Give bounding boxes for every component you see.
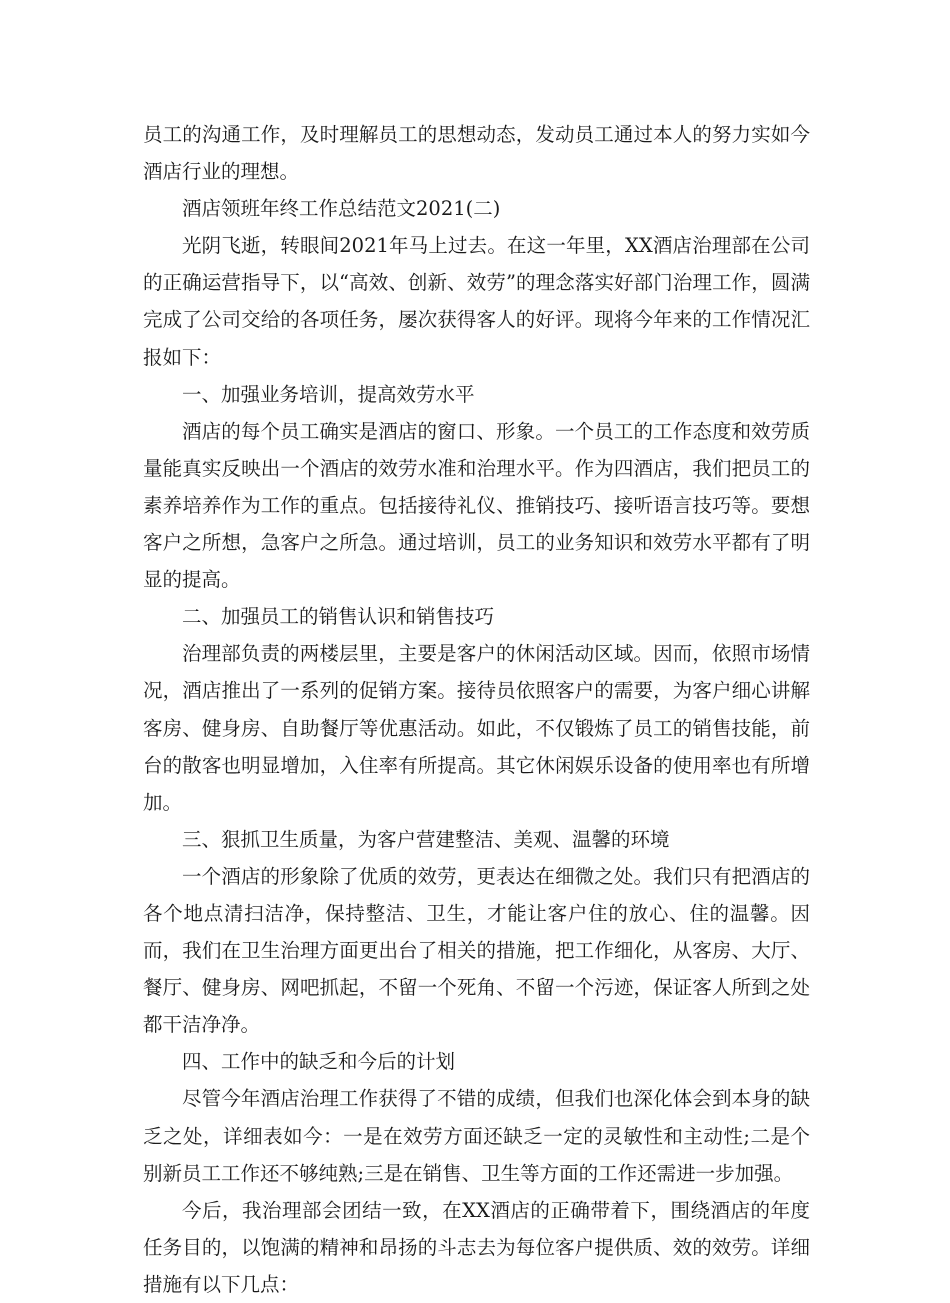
document-body [143, 116, 810, 1303]
paragraph-hygiene: 一个酒店的形象除了优质的效劳，更表达在细微之处。我们只有把酒店的各个地点清扫洁净，保持整洁、卫生，才能让客户住的放心、住的温馨。因而，我们在卫生治理方面更出台了相关的措施，把工作细化，从客房、大厅、餐厅、健身房、网吧抓起，不留一个死角、不留一个污迹，保证客人所到之处都干洁净净。 [143, 864, 810, 1037]
paragraph-continuation: 员工的沟通工作，及时理解员工的思想动态，发动员工通过本人的努力实如今酒店行业的理想。 [143, 123, 810, 184]
paragraph-shortcomings: 尽管今年酒店治理工作获得了不错的成绩，但我们也深化体会到本身的缺乏之处，详细表如今：一是在效劳方面还缺乏一定的灵敏性和主动性;二是个别新员工工作还不够纯熟;三是在销售、卫生等方面的工作还需进一步加强。 [143, 1087, 810, 1185]
paragraph-intro: 光阴飞逝，转眼间2021年马上过去。在这一年里，XX酒店治理部在公司的正确运营指导下，以“高效、创新、效劳”的理念落实好部门治理工作，圆满完成了公司交给的各项任务，屡次获得客人的好评。现将今年来的工作情况汇报如下： [143, 234, 810, 369]
heading-2: 二、加强员工的销售认识和销售技巧 [182, 605, 495, 629]
heading-3: 三、狠抓卫生质量，为客户营建整洁、美观、温馨的环境 [182, 827, 670, 851]
paragraph-sales: 治理部负责的两楼层里，主要是客户的休闲活动区域。因而，依照市场情况，酒店推出了一系列的促销方案。接待员依照客户的需要，为客户细心讲解客房、健身房、自助餐厅等优惠活动。如此，不仅锻炼了员工的销售技能，前台的散客也明显增加，入住率有所提高。其它休闲娱乐设备的使用率也有所增加。 [143, 642, 810, 814]
paragraph-plans: 今后，我治理部会团结一致，在XX酒店的正确带着下，围绕酒店的年度任务目的，以饱满的精神和昂扬的斗志去为每位客户提供质、效的效劳。详细措施有以下几点： [143, 1198, 810, 1296]
heading-1: 一、加强业务培训，提高效劳水平 [182, 382, 475, 406]
heading-4: 四、工作中的缺乏和今后的计划 [182, 1050, 456, 1074]
paragraph-training: 酒店的每个员工确实是酒店的窗口、形象。一个员工的工作态度和效劳质量能真实反映出一个酒店的效劳水准和治理水平。作为四酒店，我们把员工的素养培养作为工作的重点。包括接待礼仪、推销技巧、接听语言技巧等。要想客户之所想，急客户之所急。通过培训，员工的业务知识和效劳水平都有了明显的提高。 [143, 419, 810, 592]
section-title: 酒店领班年终工作总结范文2021(二) [182, 197, 501, 221]
